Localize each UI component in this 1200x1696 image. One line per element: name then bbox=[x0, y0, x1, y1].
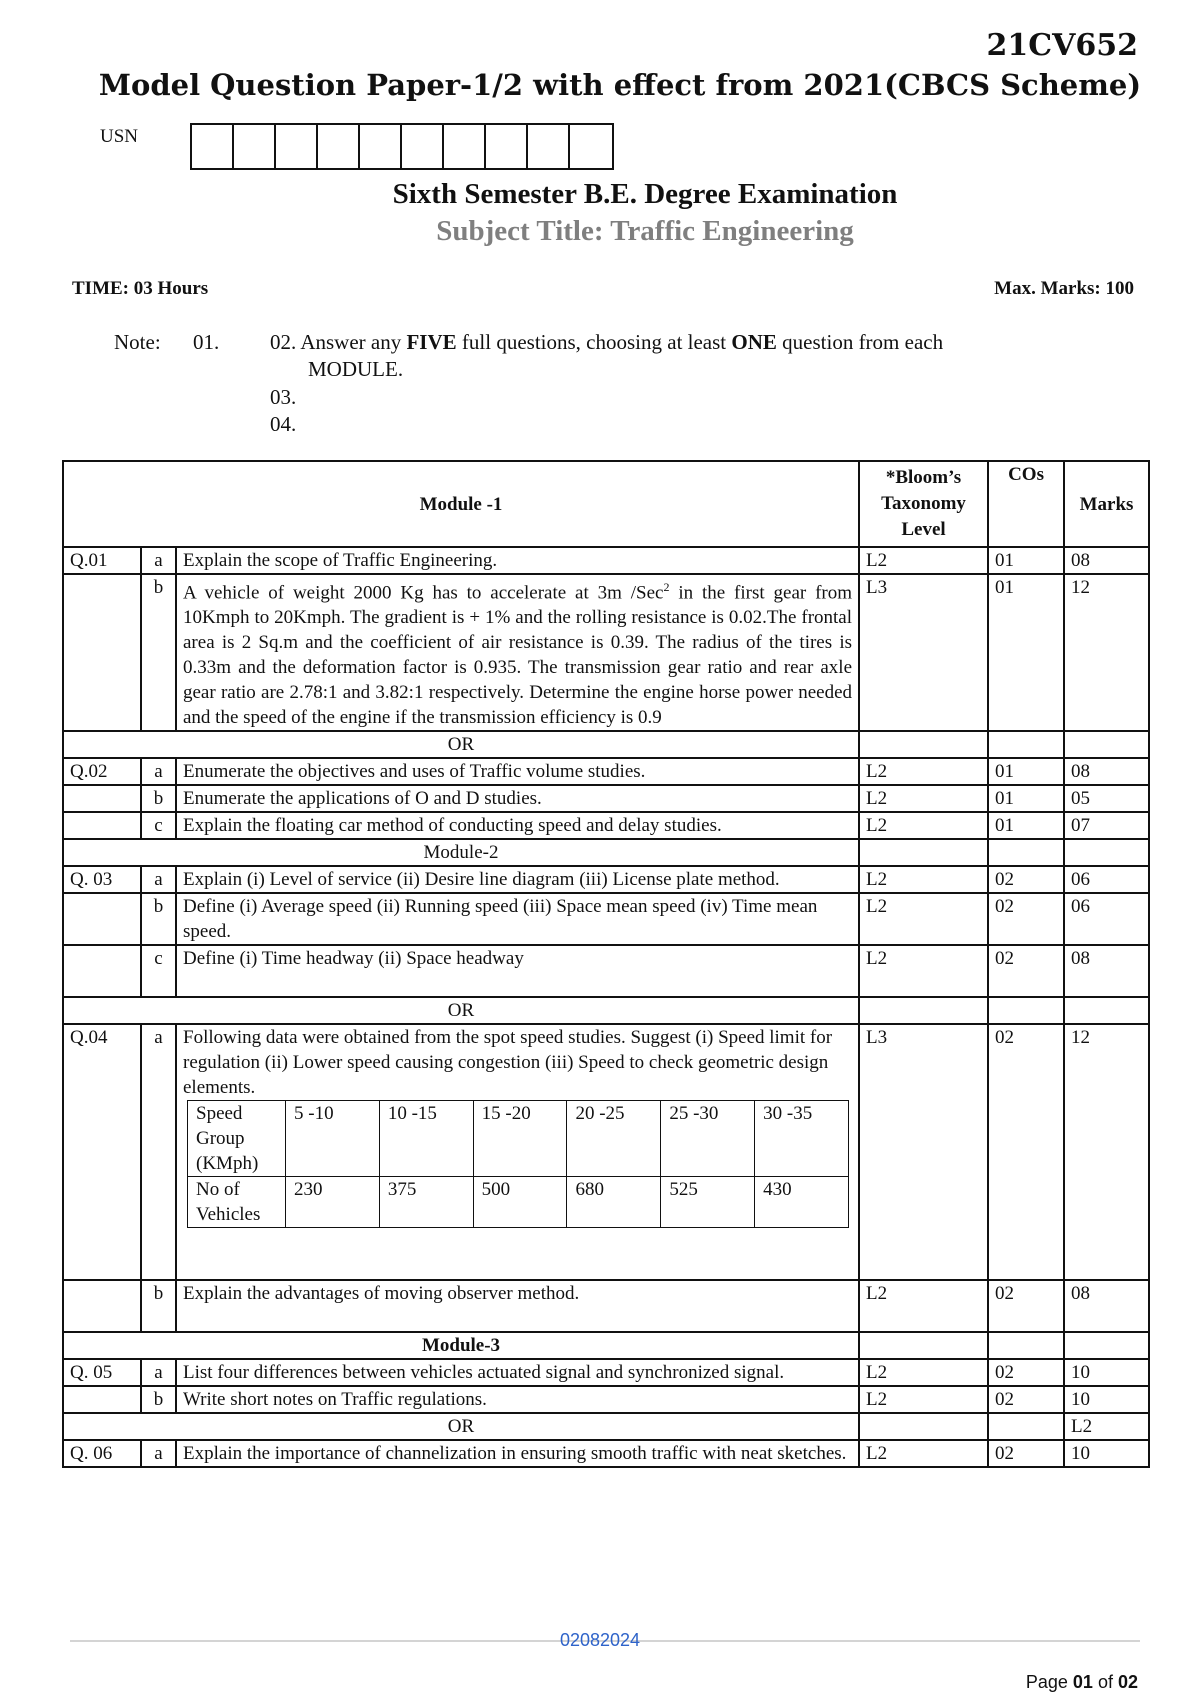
empty-cell bbox=[859, 839, 988, 866]
page-current: 01 bbox=[1072, 1672, 1093, 1692]
empty-cell bbox=[1064, 839, 1149, 866]
page-of: of bbox=[1092, 1672, 1118, 1692]
question-number bbox=[63, 1386, 141, 1413]
note-bold: FIVE bbox=[406, 330, 457, 354]
note-item-3: 03. bbox=[270, 385, 297, 409]
co-value: 02 bbox=[988, 1440, 1064, 1467]
question-text: Explain (i) Level of service (ii) Desire line diagram (iii) License plate method. bbox=[176, 866, 859, 893]
empty-cell bbox=[1064, 731, 1149, 758]
co-value: 01 bbox=[988, 785, 1064, 812]
blooms-level: L3 bbox=[859, 1024, 988, 1280]
page-total: 02 bbox=[1117, 1672, 1138, 1692]
row-label: Speed Group (KMph) bbox=[188, 1101, 286, 1177]
part-label: b bbox=[141, 785, 176, 812]
marks-value: 08 bbox=[1064, 758, 1149, 785]
usn-box bbox=[318, 125, 360, 168]
usn-box bbox=[234, 125, 276, 168]
part-label: a bbox=[141, 866, 176, 893]
marks-value: 12 bbox=[1064, 1024, 1149, 1280]
co-value: 02 bbox=[988, 866, 1064, 893]
or-row bbox=[63, 1413, 1149, 1440]
module-row bbox=[63, 839, 1149, 866]
blooms-level: L2 bbox=[859, 758, 988, 785]
usn-box bbox=[192, 125, 234, 168]
marks-value: 08 bbox=[1064, 547, 1149, 574]
speed-group-cell: 5 -10 bbox=[286, 1101, 380, 1177]
usn-box bbox=[360, 125, 402, 168]
vehicle-count-cell: 680 bbox=[567, 1177, 661, 1228]
part-label: a bbox=[141, 1024, 176, 1280]
co-value: 02 bbox=[988, 1386, 1064, 1413]
marks-value: L2 bbox=[1064, 1413, 1149, 1440]
blooms-level: L2 bbox=[859, 1386, 988, 1413]
question-text bbox=[176, 574, 859, 731]
part-label: a bbox=[141, 758, 176, 785]
question-number bbox=[63, 785, 141, 812]
module-heading: Module-2 bbox=[63, 839, 859, 866]
table-row bbox=[63, 1386, 1149, 1413]
table-row bbox=[63, 812, 1149, 839]
co-value: 02 bbox=[988, 1359, 1064, 1386]
marks-value: 07 bbox=[1064, 812, 1149, 839]
question-text: Explain the advantages of moving observer method. bbox=[176, 1280, 859, 1332]
blooms-level: L2 bbox=[859, 1440, 988, 1467]
question-number bbox=[63, 812, 141, 839]
question-text: List four differences between vehicles actuated signal and synchronized signal. bbox=[176, 1359, 859, 1386]
speed-group-cell: 30 -35 bbox=[755, 1101, 849, 1177]
note-text: 02. Answer any bbox=[270, 330, 407, 354]
blooms-heading: *Bloom’s Taxonomy Level bbox=[859, 461, 988, 547]
usn-box bbox=[444, 125, 486, 168]
table-row bbox=[63, 785, 1149, 812]
empty-cell bbox=[1064, 997, 1149, 1024]
part-label: b bbox=[141, 893, 176, 945]
table-row bbox=[63, 866, 1149, 893]
table-row bbox=[63, 893, 1149, 945]
marks-value: 12 bbox=[1064, 574, 1149, 731]
module-heading: Module -1 bbox=[63, 461, 859, 547]
empty-cell bbox=[859, 997, 988, 1024]
max-marks-label: Max. Marks: 100 bbox=[994, 278, 1134, 299]
note-text: question from each bbox=[776, 330, 944, 354]
co-value: 02 bbox=[988, 945, 1064, 997]
question-number: Q.04 bbox=[63, 1024, 141, 1280]
blooms-level: L2 bbox=[859, 893, 988, 945]
marks-value: 05 bbox=[1064, 785, 1149, 812]
question-cell bbox=[176, 1024, 859, 1280]
part-label: c bbox=[141, 945, 176, 997]
vehicle-count-cell: 525 bbox=[661, 1177, 755, 1228]
speed-group-cell: 20 -25 bbox=[567, 1101, 661, 1177]
usn-box bbox=[570, 125, 612, 168]
question-number bbox=[63, 1280, 141, 1332]
superscript: 2 bbox=[663, 580, 670, 594]
table-row bbox=[63, 758, 1149, 785]
blooms-level: L2 bbox=[859, 1359, 988, 1386]
table-row bbox=[63, 547, 1149, 574]
usn-box bbox=[402, 125, 444, 168]
blooms-level: L2 bbox=[859, 866, 988, 893]
table-row bbox=[63, 1440, 1149, 1467]
co-value: 01 bbox=[988, 758, 1064, 785]
empty-cell bbox=[988, 731, 1064, 758]
marks-value: 08 bbox=[1064, 1280, 1149, 1332]
paper-code: 21CV652 bbox=[986, 28, 1138, 63]
empty-cell bbox=[859, 1332, 988, 1359]
marks-value: 10 bbox=[1064, 1440, 1149, 1467]
question-text: Define (i) Time headway (ii) Space headway bbox=[176, 945, 859, 997]
or-separator: OR bbox=[63, 731, 859, 758]
question-number bbox=[63, 893, 141, 945]
table-row bbox=[63, 1280, 1149, 1332]
speed-group-row bbox=[188, 1101, 849, 1177]
usn-boxes bbox=[190, 123, 614, 170]
empty-cell bbox=[988, 997, 1064, 1024]
co-value: 01 bbox=[988, 547, 1064, 574]
speed-group-cell: 15 -20 bbox=[473, 1101, 567, 1177]
co-value: 01 bbox=[988, 812, 1064, 839]
table-row bbox=[63, 1024, 1149, 1280]
question-text: Enumerate the objectives and uses of Traffic volume studies. bbox=[176, 758, 859, 785]
table-row bbox=[63, 945, 1149, 997]
part-label: b bbox=[141, 1386, 176, 1413]
co-value: 02 bbox=[988, 1280, 1064, 1332]
question-text-start: A vehicle of weight 2000 Kg has to accelerate at 3m /Sec bbox=[183, 582, 664, 604]
vehicle-count-cell: 500 bbox=[473, 1177, 567, 1228]
marks-value: 10 bbox=[1064, 1386, 1149, 1413]
part-label: b bbox=[141, 1280, 176, 1332]
vehicle-count-cell: 230 bbox=[286, 1177, 380, 1228]
blooms-level: L2 bbox=[859, 785, 988, 812]
question-number: Q. 06 bbox=[63, 1440, 141, 1467]
or-row bbox=[63, 997, 1149, 1024]
usn-box bbox=[486, 125, 528, 168]
question-number: Q. 03 bbox=[63, 866, 141, 893]
page-number bbox=[1026, 1672, 1138, 1693]
vehicle-count-cell: 430 bbox=[755, 1177, 849, 1228]
note-item-2 bbox=[270, 330, 943, 355]
table-row bbox=[63, 1359, 1149, 1386]
question-text: Explain the importance of channelization in ensuring smooth traffic with neat sketches. bbox=[176, 1440, 859, 1467]
part-label: a bbox=[141, 1440, 176, 1467]
empty-cell bbox=[859, 731, 988, 758]
note-label: Note: bbox=[114, 330, 161, 354]
or-row bbox=[63, 731, 1149, 758]
marks-value: 10 bbox=[1064, 1359, 1149, 1386]
question-text: Explain the floating car method of conducting speed and delay studies. bbox=[176, 812, 859, 839]
or-separator: OR bbox=[63, 1413, 859, 1440]
exam-title: Sixth Semester B.E. Degree Examination bbox=[392, 178, 898, 210]
question-number bbox=[63, 945, 141, 997]
question-text-rest: in the first gear from 10Kmph to 20Kmph. The gradient is + 1% and the rolling resistance is 0.02.The frontal area is 2 Sq.m and the coefficient of air resistance is 0.39. The radius of the tires is 0.33m and the deformation factor is 0.935. The transmission gear ratio and rear axle gear ratio are 2.78:1 and 3.82:1 respectively. Determine the engine horse power needed and the speed of the engine if the transmission efficiency is 0.9 bbox=[183, 582, 853, 729]
module-row bbox=[63, 1332, 1149, 1359]
question-text: Write short notes on Traffic regulations. bbox=[176, 1386, 859, 1413]
subject-title: Subject Title: Traffic Engineering bbox=[436, 215, 854, 247]
note-item-1: 01. bbox=[193, 330, 220, 354]
empty-cell bbox=[1064, 1332, 1149, 1359]
empty-cell bbox=[988, 839, 1064, 866]
question-number: Q.01 bbox=[63, 547, 141, 574]
vehicle-count-cell: 375 bbox=[379, 1177, 473, 1228]
part-label: a bbox=[141, 547, 176, 574]
usn-box bbox=[528, 125, 570, 168]
blooms-level: L2 bbox=[859, 945, 988, 997]
marks-value: 08 bbox=[1064, 945, 1149, 997]
question-text: Explain the scope of Traffic Engineering. bbox=[176, 547, 859, 574]
question-table bbox=[62, 460, 1150, 1468]
marks-value: 06 bbox=[1064, 866, 1149, 893]
table-row bbox=[63, 574, 1149, 731]
question-text: Following data were obtained from the spot speed studies. Suggest (i) Speed limit for regulation (ii) Lower speed causing congestion (iii) Speed to check geometric design elements. bbox=[183, 1027, 833, 1099]
note-item-4: 04. bbox=[270, 412, 297, 436]
usn-label: USN bbox=[100, 126, 139, 147]
footer-doc-id: 02082024 bbox=[559, 1630, 641, 1650]
cos-heading: COs bbox=[988, 461, 1064, 547]
question-text: Define (i) Average speed (ii) Running speed (iii) Space mean speed (iv) Time mean speed. bbox=[176, 893, 859, 945]
page-prefix: Page bbox=[1025, 1672, 1073, 1692]
co-value: 01 bbox=[988, 574, 1064, 731]
time-label: TIME: 03 Hours bbox=[72, 278, 209, 299]
speed-group-cell: 10 -15 bbox=[379, 1101, 473, 1177]
header-row bbox=[63, 461, 1149, 547]
blooms-level: L2 bbox=[859, 1280, 988, 1332]
blooms-level: L3 bbox=[859, 574, 988, 731]
question-text: Enumerate the applications of O and D studies. bbox=[176, 785, 859, 812]
co-value: 02 bbox=[988, 893, 1064, 945]
row-label: No of Vehicles bbox=[188, 1177, 286, 1228]
or-separator: OR bbox=[63, 997, 859, 1024]
co-value: 02 bbox=[988, 1024, 1064, 1280]
speed-data-table bbox=[187, 1100, 849, 1228]
note-bold: ONE bbox=[731, 330, 777, 354]
empty-cell bbox=[988, 1413, 1064, 1440]
empty-cell bbox=[859, 1413, 988, 1440]
paper-heading: Model Question Paper-1/2 with effect from 2021(CBCS Scheme) bbox=[98, 68, 1142, 102]
question-number bbox=[63, 574, 141, 731]
blooms-level: L2 bbox=[859, 812, 988, 839]
part-label: c bbox=[141, 812, 176, 839]
marks-value: 06 bbox=[1064, 893, 1149, 945]
vehicle-count-row bbox=[188, 1177, 849, 1228]
question-number: Q.02 bbox=[63, 758, 141, 785]
question-number: Q. 05 bbox=[63, 1359, 141, 1386]
part-label: b bbox=[141, 574, 176, 731]
note-item-2-line2: MODULE. bbox=[308, 357, 404, 381]
part-label: a bbox=[141, 1359, 176, 1386]
marks-heading: Marks bbox=[1064, 461, 1149, 547]
note-text: full questions, choosing at least bbox=[456, 330, 732, 354]
speed-group-cell: 25 -30 bbox=[661, 1101, 755, 1177]
blooms-level: L2 bbox=[859, 547, 988, 574]
empty-cell bbox=[988, 1332, 1064, 1359]
usn-box bbox=[276, 125, 318, 168]
module-heading: Module-3 bbox=[63, 1332, 859, 1359]
